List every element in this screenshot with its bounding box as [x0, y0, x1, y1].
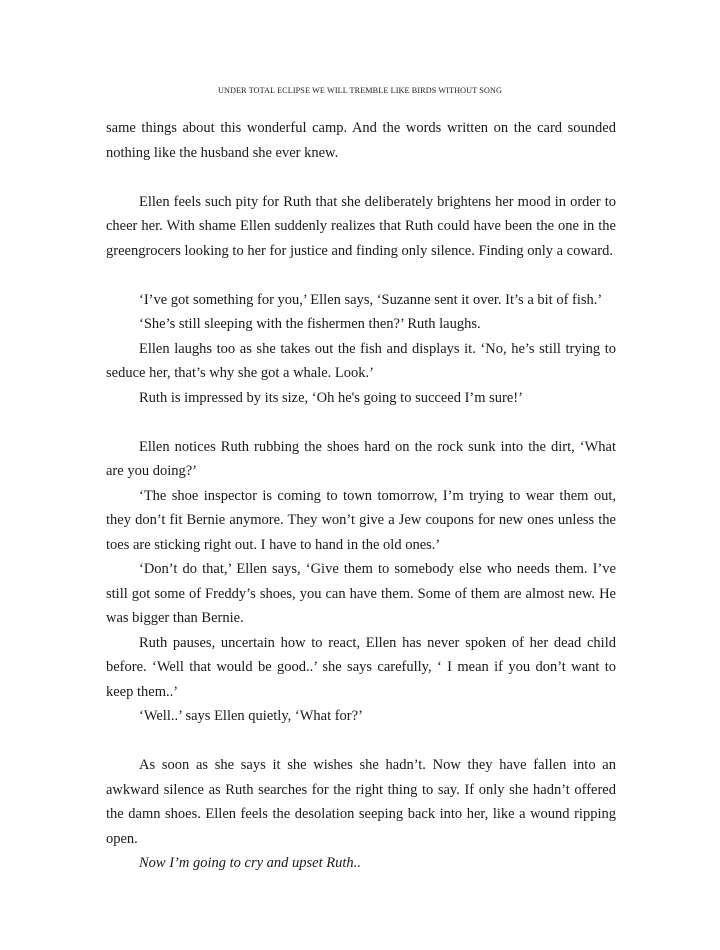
paragraph-gap: [106, 729, 616, 754]
paragraph: Ruth pauses, uncertain how to react, Ellen has never spoken of her dead child before. ‘Well that would be good..’ she says carefully, ‘ I mean if you don’t want to keep them..’: [106, 634, 616, 700]
body-text: [106, 116, 616, 876]
paragraph: ‘The shoe inspector is coming to town tomorrow, I’m trying to wear them out, they don’t fit Bernie anymore. They won’t give a Jew coupons for new ones unless the toes are sticking right out. I have to hand in the old ones.’: [106, 487, 616, 553]
paragraph: ‘She’s still sleeping with the fishermen then?’ Ruth laughs.: [139, 316, 481, 332]
paragraph: same things about this wonderful camp. And the words written on the card sounded nothing like the husband she ever knew.: [106, 120, 616, 161]
paragraph: Ellen feels such pity for Ruth that she deliberately brightens her mood in order to cheer her. With shame Ellen suddenly realizes that Ruth could have been the one in the greengrocers looking to her for justice and finding only silence. Finding only a coward.: [106, 193, 616, 259]
paragraph: As soon as she says it she wishes she hadn’t. Now they have fallen into an awkward silence as Ruth searches for the right thing to say. If only she hadn’t offered the damn shoes. Ellen feels the desolation seeping back into her, like a wound ripping open.: [106, 757, 616, 847]
paragraph-gap: [106, 165, 616, 190]
paragraph: Ellen notices Ruth rubbing the shoes hard on the rock sunk into the dirt, ‘What are you doing?’: [106, 438, 616, 479]
running-header: UNDER TOTAL ECLIPSE WE WILL TREMBLE LIKE BIRDS WITHOUT SONG: [218, 86, 502, 95]
paragraph: ‘I’ve got something for you,’ Ellen says, ‘Suzanne sent it over. It’s a bit of fish.’: [139, 291, 603, 308]
paragraph-gap: [106, 410, 616, 435]
paragraph-italic-thought: Now I’m going to cry and upset Ruth..: [139, 855, 361, 871]
paragraph: Ruth is impressed by its size, ‘Oh he's going to succeed I’m sure!’: [139, 389, 523, 406]
paragraph: ‘Don’t do that,’ Ellen says, ‘Give them to somebody else who needs them. I’ve still got some of Freddy’s shoes, you can have them. Some of them are almost new. He was bigger than Bernie.: [106, 561, 616, 626]
paragraph: ‘Well..’ says Ellen quietly, ‘What for?’: [139, 708, 363, 724]
paragraph: Ellen laughs too as she takes out the fish and displays it. ‘No, he’s still trying to seduce her, that’s why she got a whale. Look.’: [106, 340, 616, 381]
paragraph-gap: [106, 263, 616, 288]
